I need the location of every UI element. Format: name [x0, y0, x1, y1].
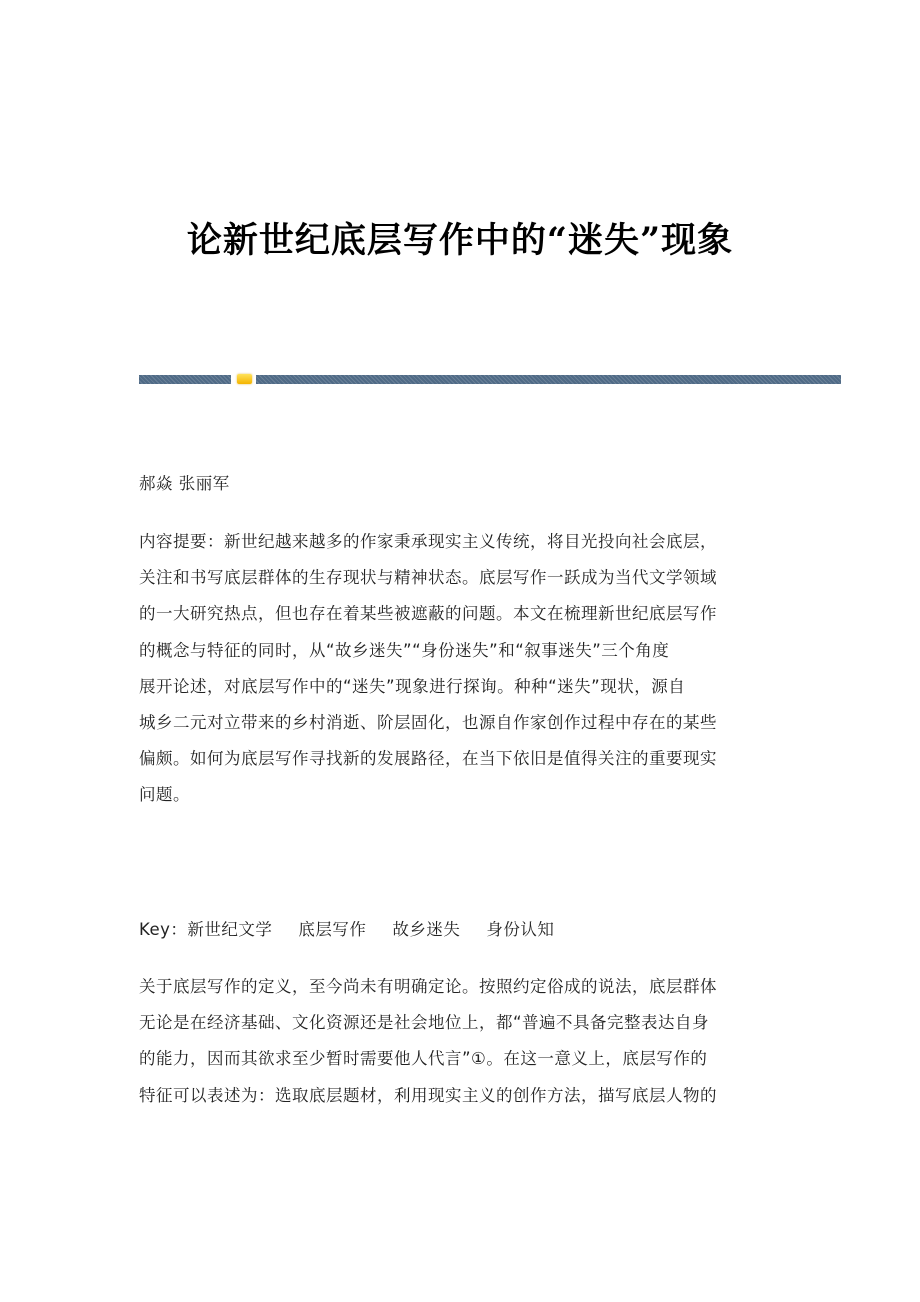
keywords-label: Key： [139, 920, 188, 939]
body-paragraph [139, 969, 779, 1114]
paragraph-line: 的能力，因而其欲求至少暂时需要他人代言”①。在这一意义上，底层写作的 [139, 1049, 708, 1069]
paragraph-line: 关于底层写作的定义，至今尚未有明确定论。按照约定俗成的说法，底层群体 [139, 977, 717, 996]
abstract-line: 城乡二元对立带来的乡村消逝、阶层固化，也源自作家创作过程中存在的某些 [139, 713, 717, 733]
abstract-line: 的概念与特征的同时，从“故乡迷失”“身份迷失”和“叙事迷失”三个角度 [139, 640, 670, 660]
document-title: 论新世纪底层写作中的“迷失”现象 [186, 220, 734, 262]
keyword: 底层写作 [298, 920, 367, 939]
keyword: 故乡迷失 [392, 920, 461, 939]
title-divider [139, 375, 841, 384]
paragraph-line: 无论是在经济基础、文化资源还是社会地位上，都“普遍不具备完整表达自身 [139, 1013, 710, 1033]
keyword: 新世纪文学 [187, 920, 273, 939]
divider-bar-right [256, 375, 841, 384]
abstract-line: 问题。 [139, 785, 190, 805]
abstract [139, 524, 779, 814]
abstract-line: 的一大研究热点，但也存在着某些被遮蔽的问题。本文在梳理新世纪底层写作 [139, 604, 717, 624]
abstract-line: 内容提要：新世纪越来越多的作家秉承现实主义传统，将目光投向社会底层， [139, 532, 717, 551]
abstract-line: 关注和书写底层群体的生存现状与精神状态。底层写作一跃成为当代文学领域 [139, 568, 717, 588]
keywords [139, 918, 779, 942]
authors: 郝焱 张丽军 [139, 474, 230, 493]
badge-icon [237, 374, 252, 384]
abstract-line: 偏颇。如何为底层写作寻找新的发展路径，在当下依旧是值得关注的重要现实 [139, 749, 717, 769]
paragraph-line: 特征可以表述为：选取底层题材，利用现实主义的创作方法，描写底层人物的 [139, 1085, 717, 1105]
keyword: 身份认知 [486, 920, 555, 939]
abstract-line: 展开论述，对底层写作中的“迷失”现象进行探询。种种“迷失”现状，源自 [139, 676, 686, 696]
divider-bar-left [139, 375, 231, 384]
